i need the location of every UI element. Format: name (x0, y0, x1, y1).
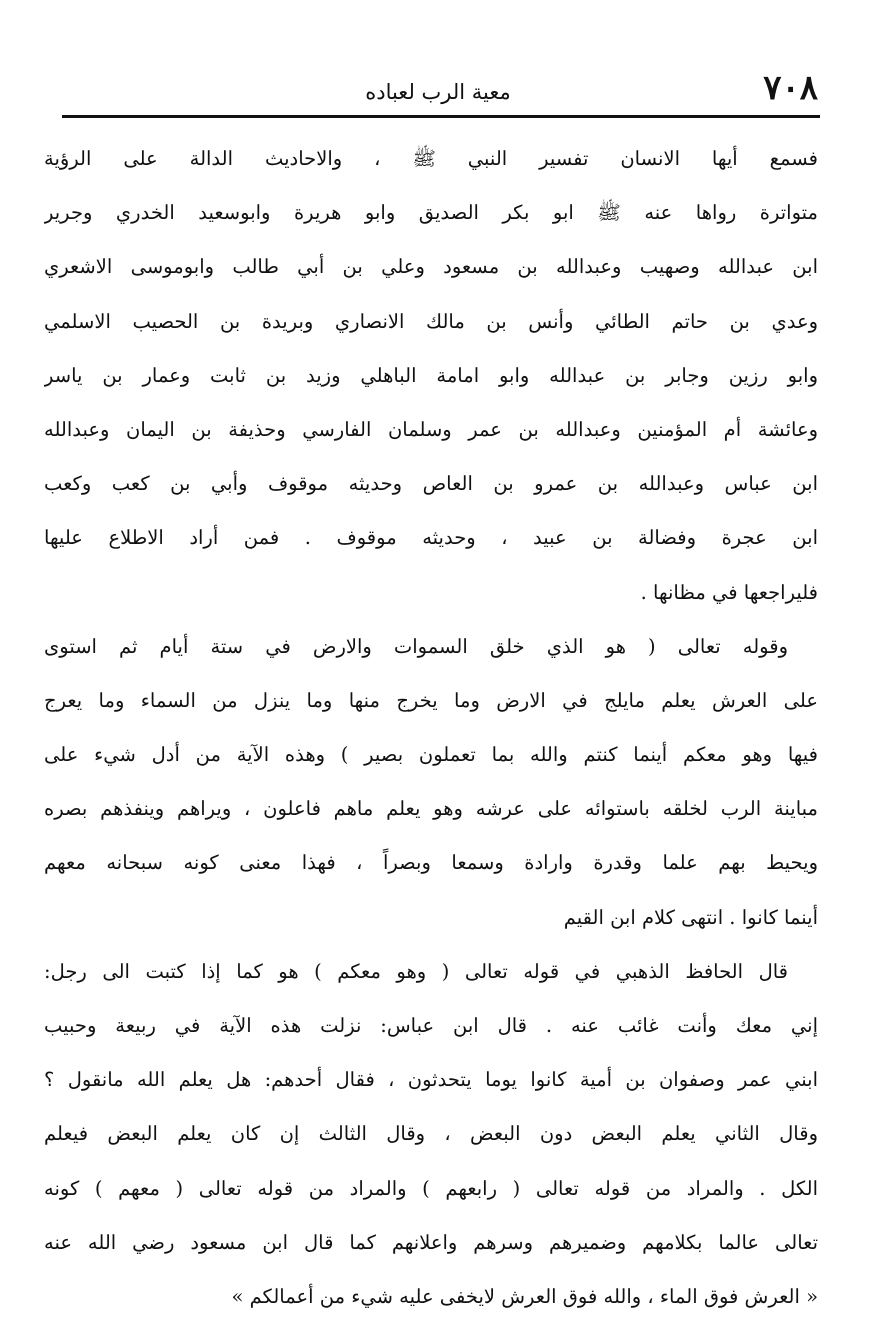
text-line: وقوله تعالى ( هو الذي خلق السموات والارض في ستة أيام ثم استوى (44, 634, 788, 658)
text-line: تعالى عالما بكلامهم وضميرهم وسرهم واعلانهم كما قال ابن مسعود رضي الله عنه (44, 1230, 818, 1254)
text-line: ابن عبدالله وصهيب وعبدالله بن مسعود وعلي بن أبي طالب وابوموسى الاشعري (44, 255, 818, 279)
text-line: الكل . والمراد من قوله تعالى ( رابعهم ) والمراد من قوله تعالى ( معهم ) كونه (44, 1176, 818, 1200)
text-line: فليراجعها في مظانها . (640, 580, 818, 604)
text-line: على العرش يعلم مايلج في الارض وما يخرج منها وما ينزل من السماء وما يعرج (44, 688, 818, 712)
text-line: ابني عمر وصفوان بن أمية كانوا يوما يتحدثون ، فقال أحدهم: هل يعلم الله مانقول ؟ (44, 1068, 818, 1092)
text-line: قال الحافظ الذهبي في قوله تعالى ( وهو معكم ) هو كما إذا كتبت الى رجل: (44, 959, 788, 983)
text-line: ابن عجرة وفضالة بن عبيد ، وحديثه موقوف . فمن أراد الاطلاع عليها (44, 526, 818, 550)
text-line: ويحيط بهم علما وقدرة وارادة وسمعا وبصراً ، فهذا معنى كونه سبحانه معهم (44, 851, 818, 875)
page-number: ٧٠٨ (763, 68, 818, 108)
text-line: ابن عباس وعبدالله بن عمرو بن العاص وحديثه موقوف وأبي بن كعب وكعب (44, 472, 818, 496)
text-line: فسمع أيها الانسان تفسير النبي ﷺ ، والاحاديث الدالة على الرؤية (44, 147, 818, 170)
text-line: مباينة الرب لخلقه باستوائه على عرشه وهو يعلم ماهم فاعلون ، ويراهم وينفذهم بصره (44, 797, 818, 821)
text-line: متواترة رواها عنه ﷺ ابو بكر الصديق وابو هريرة وابوسعيد الخدري وجرير (44, 201, 818, 225)
text-line: وعائشة أم المؤمنين وعبدالله بن عمر وسلمان الفارسي وحذيفة بن اليمان وعبدالله (44, 417, 818, 441)
text-line: فيها وهو معكم أينما كنتم والله بما تعملون بصير ) وهذه الآية من أدل شيء على (44, 743, 818, 767)
text-line: وابو رزين وجابر بن عبدالله وابو امامة الباهلي وزيد بن ثابت وعمار بن ياسر (44, 363, 818, 387)
text-line: إني معك وأنت غائب عنه . قال ابن عباس: نزلت هذه الآية في ربيعة وحبيب (44, 1014, 818, 1037)
text-line: وقال الثاني يعلم البعض دون البعض ، وقال الثالث إن كان يعلم البعض فيعلم (44, 1122, 818, 1146)
text-line: وعدي بن حاتم الطائي وأنس بن مالك الانصاري وبريدة بن الحصيب الاسلمي (44, 309, 818, 333)
page-header (58, 68, 818, 114)
running-title: معية الرب لعباده (365, 80, 511, 104)
header-rule (62, 115, 820, 118)
text-line: « العرش فوق الماء ، والله فوق العرش لايخفى عليه شيء من أعمالكم » (231, 1284, 818, 1308)
page-body (44, 132, 818, 1324)
text-line: أينما كانوا . انتهى كلام ابن القيم (563, 905, 818, 929)
